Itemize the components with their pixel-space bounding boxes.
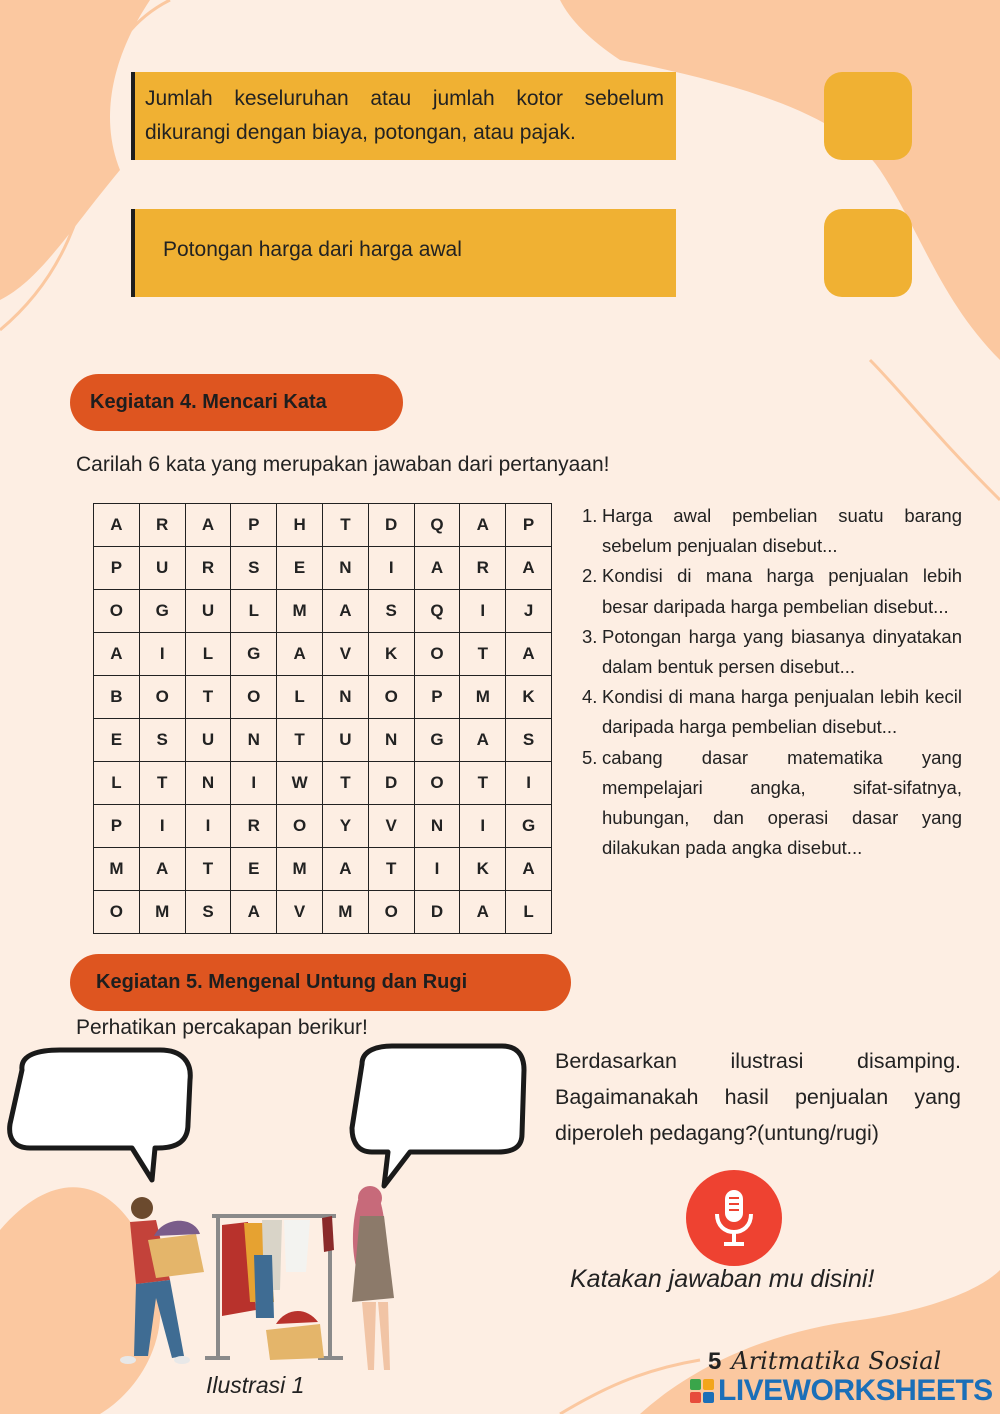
liveworksheets-logo — [690, 1374, 993, 1408]
grid-cell[interactable]: J — [506, 590, 552, 633]
seller-person-illustration — [120, 1197, 204, 1364]
grid-cell[interactable]: A — [506, 848, 552, 891]
grid-cell[interactable]: T — [185, 676, 231, 719]
grid-cell[interactable]: T — [460, 633, 506, 676]
grid-cell[interactable]: A — [414, 547, 460, 590]
grid-cell[interactable]: G — [414, 719, 460, 762]
grid-cell[interactable]: M — [277, 590, 323, 633]
grid-cell[interactable]: H — [277, 504, 323, 547]
question-item — [582, 743, 962, 864]
grid-cell[interactable]: N — [231, 719, 277, 762]
question-item — [582, 501, 962, 561]
grid-cell[interactable]: U — [185, 719, 231, 762]
kegiatan5-title: Kegiatan 5. Mengenal Untung dan Rugi — [96, 971, 468, 993]
grid-cell[interactable]: I — [368, 547, 414, 590]
grid-cell[interactable]: M — [139, 891, 185, 934]
question-text: Kondisi di mana harga penjualan lebih besar daripada harga pembelian disebut... — [602, 565, 962, 617]
grid-cell[interactable]: K — [460, 848, 506, 891]
grid-cell[interactable]: S — [185, 891, 231, 934]
grid-cell[interactable]: T — [322, 504, 368, 547]
grid-cell[interactable]: D — [368, 504, 414, 547]
question-item — [582, 561, 962, 621]
grid-cell[interactable]: I — [414, 848, 460, 891]
kegiatan4-heading — [70, 374, 403, 431]
grid-cell[interactable]: A — [506, 633, 552, 676]
grid-cell[interactable]: O — [94, 590, 140, 633]
grid-cell[interactable]: A — [322, 590, 368, 633]
grid-cell[interactable]: L — [185, 633, 231, 676]
grid-cell[interactable]: I — [506, 762, 552, 805]
grid-cell[interactable]: E — [94, 719, 140, 762]
question-number: 3. — [582, 625, 598, 647]
grid-row — [94, 590, 552, 633]
grid-row — [94, 891, 552, 934]
definition-text-2: Potongan harga dari harga awal — [163, 238, 462, 261]
grid-cell[interactable]: A — [94, 633, 140, 676]
speech-bubble-right — [352, 1046, 524, 1186]
footer-title-text: Aritmatika Sosial — [731, 1347, 942, 1375]
grid-cell[interactable]: L — [506, 891, 552, 934]
grid-cell[interactable]: N — [368, 719, 414, 762]
question-text: Harga awal pembelian suatu barang sebelum penjualan disebut... — [602, 505, 962, 557]
grid-cell[interactable]: P — [506, 504, 552, 547]
grid-row — [94, 719, 552, 762]
grid-cell[interactable]: N — [414, 805, 460, 848]
grid-cell[interactable]: L — [94, 762, 140, 805]
grid-cell[interactable]: T — [322, 762, 368, 805]
question-list — [582, 501, 962, 863]
grid-cell[interactable]: R — [139, 504, 185, 547]
grid-cell[interactable]: N — [322, 547, 368, 590]
illustration-caption: Ilustrasi 1 — [206, 1372, 305, 1398]
kegiatan4-title: Kegiatan 4. Mencari Kata — [90, 391, 327, 413]
grid-cell[interactable]: L — [231, 590, 277, 633]
question-number: 5. — [582, 746, 598, 768]
grid-cell[interactable]: N — [185, 762, 231, 805]
grid-cell[interactable]: U — [139, 547, 185, 590]
grid-cell[interactable]: A — [277, 633, 323, 676]
grid-cell[interactable]: A — [94, 504, 140, 547]
liveworksheets-logo-icon — [690, 1379, 714, 1403]
grid-cell[interactable]: A — [231, 891, 277, 934]
speech-bubble-left — [10, 1050, 191, 1180]
grid-row — [94, 504, 552, 547]
grid-cell[interactable]: I — [185, 805, 231, 848]
grid-cell[interactable]: A — [460, 504, 506, 547]
grid-cell[interactable]: O — [414, 633, 460, 676]
page-number: 5 — [708, 1348, 722, 1375]
grid-cell[interactable]: U — [322, 719, 368, 762]
kegiatan5-heading — [70, 954, 571, 1011]
grid-cell[interactable]: E — [277, 547, 323, 590]
grid-cell[interactable]: D — [414, 891, 460, 934]
grid-cell[interactable]: O — [368, 891, 414, 934]
grid-row — [94, 633, 552, 676]
grid-cell[interactable]: O — [368, 676, 414, 719]
grid-cell[interactable]: G — [139, 590, 185, 633]
grid-cell[interactable]: E — [231, 848, 277, 891]
question-text: Potongan harga yang biasanya dinyatakan dalam bentuk persen disebut... — [602, 625, 962, 678]
grid-cell[interactable]: K — [368, 633, 414, 676]
grid-cell[interactable]: A — [322, 848, 368, 891]
grid-cell[interactable]: V — [368, 805, 414, 848]
grid-cell[interactable]: O — [231, 676, 277, 719]
grid-row — [94, 676, 552, 719]
grid-cell[interactable]: Y — [322, 805, 368, 848]
grid-cell[interactable]: R — [231, 805, 277, 848]
grid-cell[interactable]: K — [506, 676, 552, 719]
grid-cell[interactable]: R — [185, 547, 231, 590]
grid-cell[interactable]: P — [231, 504, 277, 547]
grid-cell[interactable]: M — [94, 848, 140, 891]
grid-row — [94, 762, 552, 805]
grid-cell[interactable]: I — [139, 805, 185, 848]
customer-person-illustration — [322, 1186, 394, 1370]
word-search-grid[interactable] — [93, 503, 552, 934]
kegiatan4-instruction: Carilah 6 kata yang merupakan jawaban dari pertanyaan! — [76, 453, 610, 476]
grid-cell[interactable]: I — [231, 762, 277, 805]
grid-row — [94, 805, 552, 848]
grid-cell[interactable]: T — [368, 848, 414, 891]
grid-cell[interactable]: M — [322, 891, 368, 934]
grid-cell[interactable]: Q — [414, 590, 460, 633]
grid-cell[interactable]: G — [506, 805, 552, 848]
grid-cell[interactable]: O — [94, 891, 140, 934]
grid-cell[interactable]: O — [277, 805, 323, 848]
question-number: 4. — [582, 686, 598, 708]
grid-cell[interactable]: L — [277, 676, 323, 719]
grid-cell[interactable]: I — [460, 590, 506, 633]
definition-box-1 — [131, 72, 676, 160]
grid-cell[interactable]: P — [94, 547, 140, 590]
grid-cell[interactable]: N — [322, 676, 368, 719]
grid-cell[interactable]: V — [322, 633, 368, 676]
footer-title — [708, 1347, 941, 1376]
question-number: 2. — [582, 565, 598, 587]
grid-cell[interactable]: U — [185, 590, 231, 633]
question-text: cabang dasar matematika yang mempelajari angka, sifat-sifatnya, hubungan, dan operasi dasar yang dilakukan pada angka disebut... — [602, 746, 962, 859]
grid-cell[interactable]: S — [139, 719, 185, 762]
grid-cell[interactable]: T — [460, 762, 506, 805]
grid-cell[interactable]: D — [368, 762, 414, 805]
grid-cell[interactable]: T — [185, 848, 231, 891]
grid-row — [94, 547, 552, 590]
grid-cell[interactable]: A — [506, 547, 552, 590]
grid-cell[interactable]: S — [368, 590, 414, 633]
kegiatan5-question: Berdasarkan ilustrasi disamping. Bagaimanakah hasil penjualan yang diperoleh pedagang?(untung/rugi) — [555, 1049, 961, 1145]
illustration-conversation — [0, 1040, 560, 1370]
grid-cell[interactable]: V — [277, 891, 323, 934]
definition-box-2 — [131, 209, 676, 297]
grid-row — [94, 848, 552, 891]
grid-cell[interactable]: O — [139, 676, 185, 719]
grid-cell[interactable]: G — [231, 633, 277, 676]
grid-cell[interactable]: R — [460, 547, 506, 590]
grid-cell[interactable]: S — [506, 719, 552, 762]
microphone-record-button[interactable] — [686, 1170, 782, 1266]
grid-cell[interactable]: A — [185, 504, 231, 547]
question-item — [582, 682, 962, 742]
grid-cell[interactable]: P — [94, 805, 140, 848]
question-item — [582, 622, 962, 682]
question-text: Kondisi di mana harga penjualan lebih kecil daripada harga pembelian disebut... — [602, 686, 962, 738]
answer-drop-box-2[interactable] — [824, 209, 912, 297]
grid-cell[interactable]: W — [277, 762, 323, 805]
question-number: 1. — [582, 505, 598, 526]
grid-cell[interactable]: O — [414, 762, 460, 805]
grid-cell[interactable]: A — [460, 891, 506, 934]
grid-cell[interactable]: A — [139, 848, 185, 891]
definition-text-1: Jumlah keseluruhan atau jumlah kotor sebelum dikurangi dengan biaya, potongan, atau pajak. — [145, 87, 664, 144]
clothes-rack-illustration — [205, 1215, 343, 1360]
grid-cell[interactable]: M — [277, 848, 323, 891]
kegiatan5-instruction: Perhatikan percakapan berikur! — [76, 1016, 368, 1039]
microphone-prompt: Katakan jawaban mu disini! — [570, 1265, 875, 1293]
grid-cell[interactable]: T — [139, 762, 185, 805]
microphone-icon — [712, 1188, 756, 1248]
grid-cell[interactable]: I — [460, 805, 506, 848]
grid-cell[interactable]: I — [139, 633, 185, 676]
grid-cell[interactable]: B — [94, 676, 140, 719]
liveworksheets-brand: LIVEWORKSHEETS — [718, 1374, 993, 1407]
grid-cell[interactable]: M — [460, 676, 506, 719]
answer-drop-box-1[interactable] — [824, 72, 912, 160]
grid-cell[interactable]: Q — [414, 504, 460, 547]
grid-cell[interactable]: A — [460, 719, 506, 762]
grid-cell[interactable]: P — [414, 676, 460, 719]
grid-cell[interactable]: S — [231, 547, 277, 590]
grid-cell[interactable]: T — [277, 719, 323, 762]
